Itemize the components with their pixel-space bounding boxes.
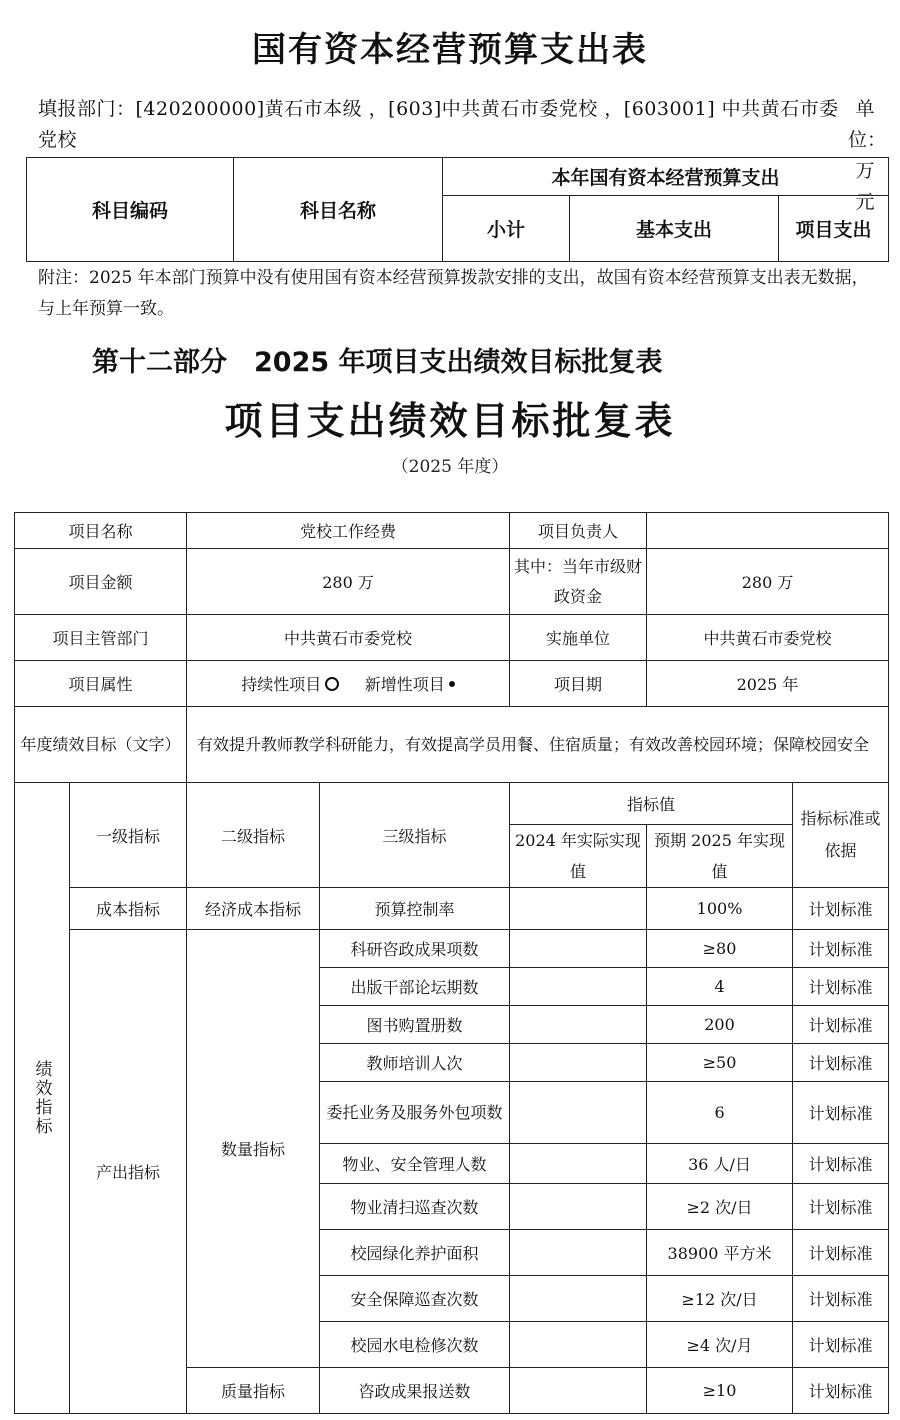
project-amount-value: 280 万 xyxy=(187,549,510,615)
indicator-name: 物业、安全管理人数 xyxy=(320,1144,510,1184)
city-fund-label: 其中：当年市级财政资金 xyxy=(510,549,647,615)
subtotal-header: 小计 xyxy=(443,196,570,262)
indicator-standard: 计划标准 xyxy=(793,1044,889,1082)
supervising-dept-label: 项目主管部门 xyxy=(15,615,187,661)
section-title: 第十二部分 2025 年项目支出绩效目标批复表 xyxy=(92,347,663,378)
indicator-standard: 计划标准 xyxy=(793,1144,889,1184)
cost-level2: 经济成本指标 xyxy=(187,888,320,930)
indicator-value-header: 指标值 xyxy=(510,783,793,825)
indicator-expected: 200 xyxy=(647,1006,793,1044)
implementing-unit-value: 中共黄石市委党校 xyxy=(647,615,889,661)
quality-level2: 质量指标 xyxy=(187,1368,320,1414)
unit-label: 单位：万元 xyxy=(848,98,887,213)
project-leader-value xyxy=(647,513,889,549)
subject-name-header: 科目名称 xyxy=(234,158,443,262)
annual-goal-value: 有效提升教师教学科研能力，有效提高学员用餐、住宿质量；有效改善校园环境；保障校园安全 xyxy=(187,707,889,783)
indicator-actual xyxy=(510,1184,647,1230)
subject-code-header: 科目编码 xyxy=(27,158,234,262)
performance-target-table xyxy=(14,512,889,1414)
indicator-expected: ≥50 xyxy=(647,1044,793,1082)
level3-header: 三级指标 xyxy=(320,783,510,888)
indicator-standard: 计划标准 xyxy=(793,1082,889,1144)
indicator-name: 物业清扫巡查次数 xyxy=(320,1184,510,1230)
indicator-standard: 计划标准 xyxy=(793,1322,889,1368)
indicator-actual xyxy=(510,1144,647,1184)
indicator-name: 图书购置册数 xyxy=(320,1006,510,1044)
basic-expenditure-header: 基本支出 xyxy=(570,196,779,262)
project-name-label: 项目名称 xyxy=(15,513,187,549)
indicator-standard: 计划标准 xyxy=(793,1368,889,1414)
table-note: 附注：2025 年本部门预算中没有使用国有资本经营预算拨款安排的支出，故国有资本经营预算支出表无数据，与上年预算一致。 xyxy=(38,268,869,319)
new-radio-icon xyxy=(449,681,455,687)
level1-header: 一级指标 xyxy=(70,783,187,888)
indicator-expected: 4 xyxy=(647,968,793,1006)
continuing-project-label: 持续性项目 xyxy=(241,675,322,694)
indicator-actual xyxy=(510,888,647,930)
table-row xyxy=(15,888,889,930)
annual-goal-label: 年度绩效目标（文字） xyxy=(15,707,187,783)
output-level1: 产出指标 xyxy=(70,930,187,1414)
indicator-expected: ≥80 xyxy=(647,930,793,968)
capital-budget-table xyxy=(26,157,889,262)
indicator-name: 预算控制率 xyxy=(320,888,510,930)
indicator-standard: 计划标准 xyxy=(793,1006,889,1044)
indicator-standard: 计划标准 xyxy=(793,888,889,930)
year-subtitle: （2025 年度） xyxy=(391,457,509,477)
city-fund-value: 280 万 xyxy=(647,549,889,615)
indicator-expected: 6 xyxy=(647,1082,793,1144)
project-amount-label: 项目金额 xyxy=(15,549,187,615)
indicator-actual xyxy=(510,1044,647,1082)
indicator-name: 咨政成果报送数 xyxy=(320,1368,510,1414)
supervising-dept-value: 中共黄石市委党校 xyxy=(187,615,510,661)
indicator-actual xyxy=(510,1230,647,1276)
indicator-expected: ≥4 次/月 xyxy=(647,1322,793,1368)
indicator-actual xyxy=(510,1322,647,1368)
standard-header: 指标标准或依据 xyxy=(793,783,889,888)
indicator-expected: ≥2 次/日 xyxy=(647,1184,793,1230)
indicator-expected: 36 人/日 xyxy=(647,1144,793,1184)
indicator-actual xyxy=(510,1368,647,1414)
project-attribute-value xyxy=(187,661,510,707)
indicator-name: 校园水电检修次数 xyxy=(320,1322,510,1368)
actual-2024-header: 2024 年实际实现值 xyxy=(510,825,647,888)
page-title: 国有资本经营预算支出表 xyxy=(252,30,648,70)
indicator-name: 安全保障巡查次数 xyxy=(320,1276,510,1322)
indicator-standard: 计划标准 xyxy=(793,1230,889,1276)
indicator-name: 校园绿化养护面积 xyxy=(320,1230,510,1276)
indicator-side-label: 绩效指标 xyxy=(15,783,70,1414)
new-project-label: 新增性项目 xyxy=(364,675,445,694)
quantity-level2: 数量指标 xyxy=(187,930,320,1368)
project-name-value: 党校工作经费 xyxy=(187,513,510,549)
indicator-expected: ≥10 xyxy=(647,1368,793,1414)
indicator-standard: 计划标准 xyxy=(793,1276,889,1322)
indicator-standard: 计划标准 xyxy=(793,1184,889,1230)
indicator-name: 科研咨政成果项数 xyxy=(320,930,510,968)
table-row xyxy=(15,930,889,968)
indicator-actual xyxy=(510,1082,647,1144)
implementing-unit-label: 实施单位 xyxy=(510,615,647,661)
indicator-actual xyxy=(510,1276,647,1322)
cost-level1: 成本指标 xyxy=(70,888,187,930)
indicator-actual xyxy=(510,968,647,1006)
indicator-standard: 计划标准 xyxy=(793,968,889,1006)
project-leader-label: 项目负责人 xyxy=(510,513,647,549)
indicator-expected: ≥12 次/日 xyxy=(647,1276,793,1322)
indicator-name: 教师培训人次 xyxy=(320,1044,510,1082)
indicator-name: 委托业务及服务外包项数 xyxy=(320,1082,510,1144)
indicator-name: 出版干部论坛期数 xyxy=(320,968,510,1006)
project-expenditure-header: 项目支出 xyxy=(779,196,889,262)
expected-2025-header: 预期 2025 年实现值 xyxy=(647,825,793,888)
project-period-label: 项目期 xyxy=(510,661,647,707)
continuing-radio-icon xyxy=(325,677,339,691)
indicator-expected: 100% xyxy=(647,888,793,930)
project-period-value: 2025 年 xyxy=(647,661,889,707)
main-title: 项目支出绩效目标批复表 xyxy=(224,399,676,443)
level2-header: 二级指标 xyxy=(187,783,320,888)
indicator-actual xyxy=(510,930,647,968)
indicator-actual xyxy=(510,1006,647,1044)
project-attribute-label: 项目属性 xyxy=(15,661,187,707)
indicator-standard: 计划标准 xyxy=(793,930,889,968)
budget-expenditure-header: 本年国有资本经营预算支出 xyxy=(443,158,889,196)
filling-department: 填报部门：[420200000]黄石市本级 ，[603]中共黄石市委党校 ，[603001] 中共黄石市委党校 xyxy=(38,98,839,151)
indicator-expected: 38900 平方米 xyxy=(647,1230,793,1276)
